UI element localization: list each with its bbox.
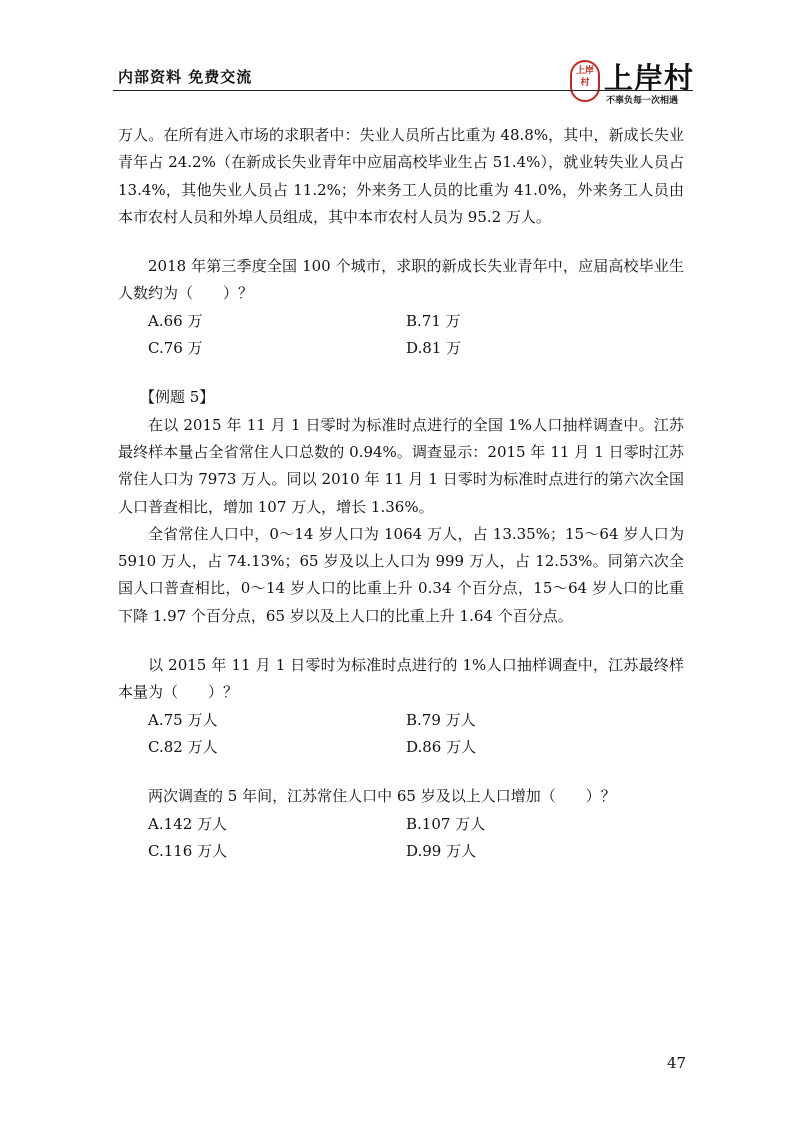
example-paragraph-2: 全省常住人口中，0～14 岁人口为 1064 万人，占 13.35%；15～64 岁人口为 5910 万人，占 74.13%；65 岁及以上人口为 999 万人，占 12.53%。同第六次全国人口普查相比，0～14 岁人口的比重上升 0.34 个百分点，15～64 岁人口的比重下降 1.97 个百分点，65 岁以及上人口的比重上升 1.64 个百分点。: [118, 524, 684, 625]
question-1-options-row2: [118, 335, 684, 362]
q3-option-a: A.142 万人: [148, 814, 227, 833]
spacer: [118, 362, 684, 384]
intro-paragraph: 万人。在所有进入市场的求职者中：失业人员所占比重为 48.8%，其中，新成长失业青年占 24.2%（在新成长失业青年中应届高校毕业生占 51.4%），就业转失业人员占 13.4%，其他失业人员占 11.2%；外来务工人员的比重为 41.0%，外来务工人员由本市农村人员和外埠人员组成，其中本市农村人员为 95.2 万人。: [118, 126, 684, 226]
brand-slogan: 不辜负每一次相遇: [606, 96, 679, 106]
q1-option-c: C.76 万: [148, 339, 203, 358]
question-3-options-row1: [118, 811, 684, 838]
header-left-text: 内部资料 免费交流: [118, 68, 253, 86]
question-2-stem: 以 2015 年 11 月 1 日零时为标准时点进行的 1%人口抽样调查中，江苏最终样本量为（ ）？: [118, 656, 684, 702]
page-content: [118, 122, 684, 865]
logo: [570, 58, 700, 106]
example-paragraph-1: 在以 2015 年 11 月 1 日零时为标准时点进行的全国 1%人口抽样调查中。江苏最终样本量占全省常住人口总数的 0.94%。调查显示：2015 年 11 月 1 日零时江苏常住人口为 7973 万人。同以 2010 年 11 月 1 日零时为标准时点进行的第六次全国人口普查相比，增加 107 万人，增长 1.36%。: [118, 415, 684, 516]
header-rule: [113, 90, 693, 91]
spacer: [118, 630, 684, 652]
spacer: [118, 761, 684, 783]
example-label: 【例题 5】: [140, 388, 215, 407]
question-1-stem: 2018 年第三季度全国 100 个城市，求职的新成长失业青年中，应届高校毕业生人数约为（ ）？: [118, 257, 684, 303]
question-3-options-row2: [118, 838, 684, 865]
q1-option-b: B.71 万: [406, 311, 461, 330]
q1-option-a: A.66 万: [148, 311, 203, 330]
page-number: 47: [667, 1054, 687, 1072]
question-3-stem: 两次调查的 5 年间，江苏常住人口中 65 岁及以上人口增加（ ）？: [148, 787, 616, 806]
q2-option-d: D.86 万人: [406, 737, 477, 756]
q2-option-c: C.82 万人: [148, 737, 218, 756]
brand-name: 上岸村: [604, 61, 695, 95]
question-2-options-row1: [118, 707, 684, 734]
q2-option-b: B.79 万人: [406, 710, 476, 729]
spacer: [118, 231, 684, 253]
seal-icon: 上岸村: [570, 60, 600, 102]
q1-option-d: D.81 万: [406, 339, 462, 358]
q3-option-b: B.107 万人: [406, 814, 486, 833]
q3-option-c: C.116 万人: [148, 841, 228, 860]
question-2-options-row2: [118, 734, 684, 761]
question-1-options-row1: [118, 308, 684, 335]
q3-option-d: D.99 万人: [406, 841, 477, 860]
q2-option-a: A.75 万人: [148, 710, 218, 729]
